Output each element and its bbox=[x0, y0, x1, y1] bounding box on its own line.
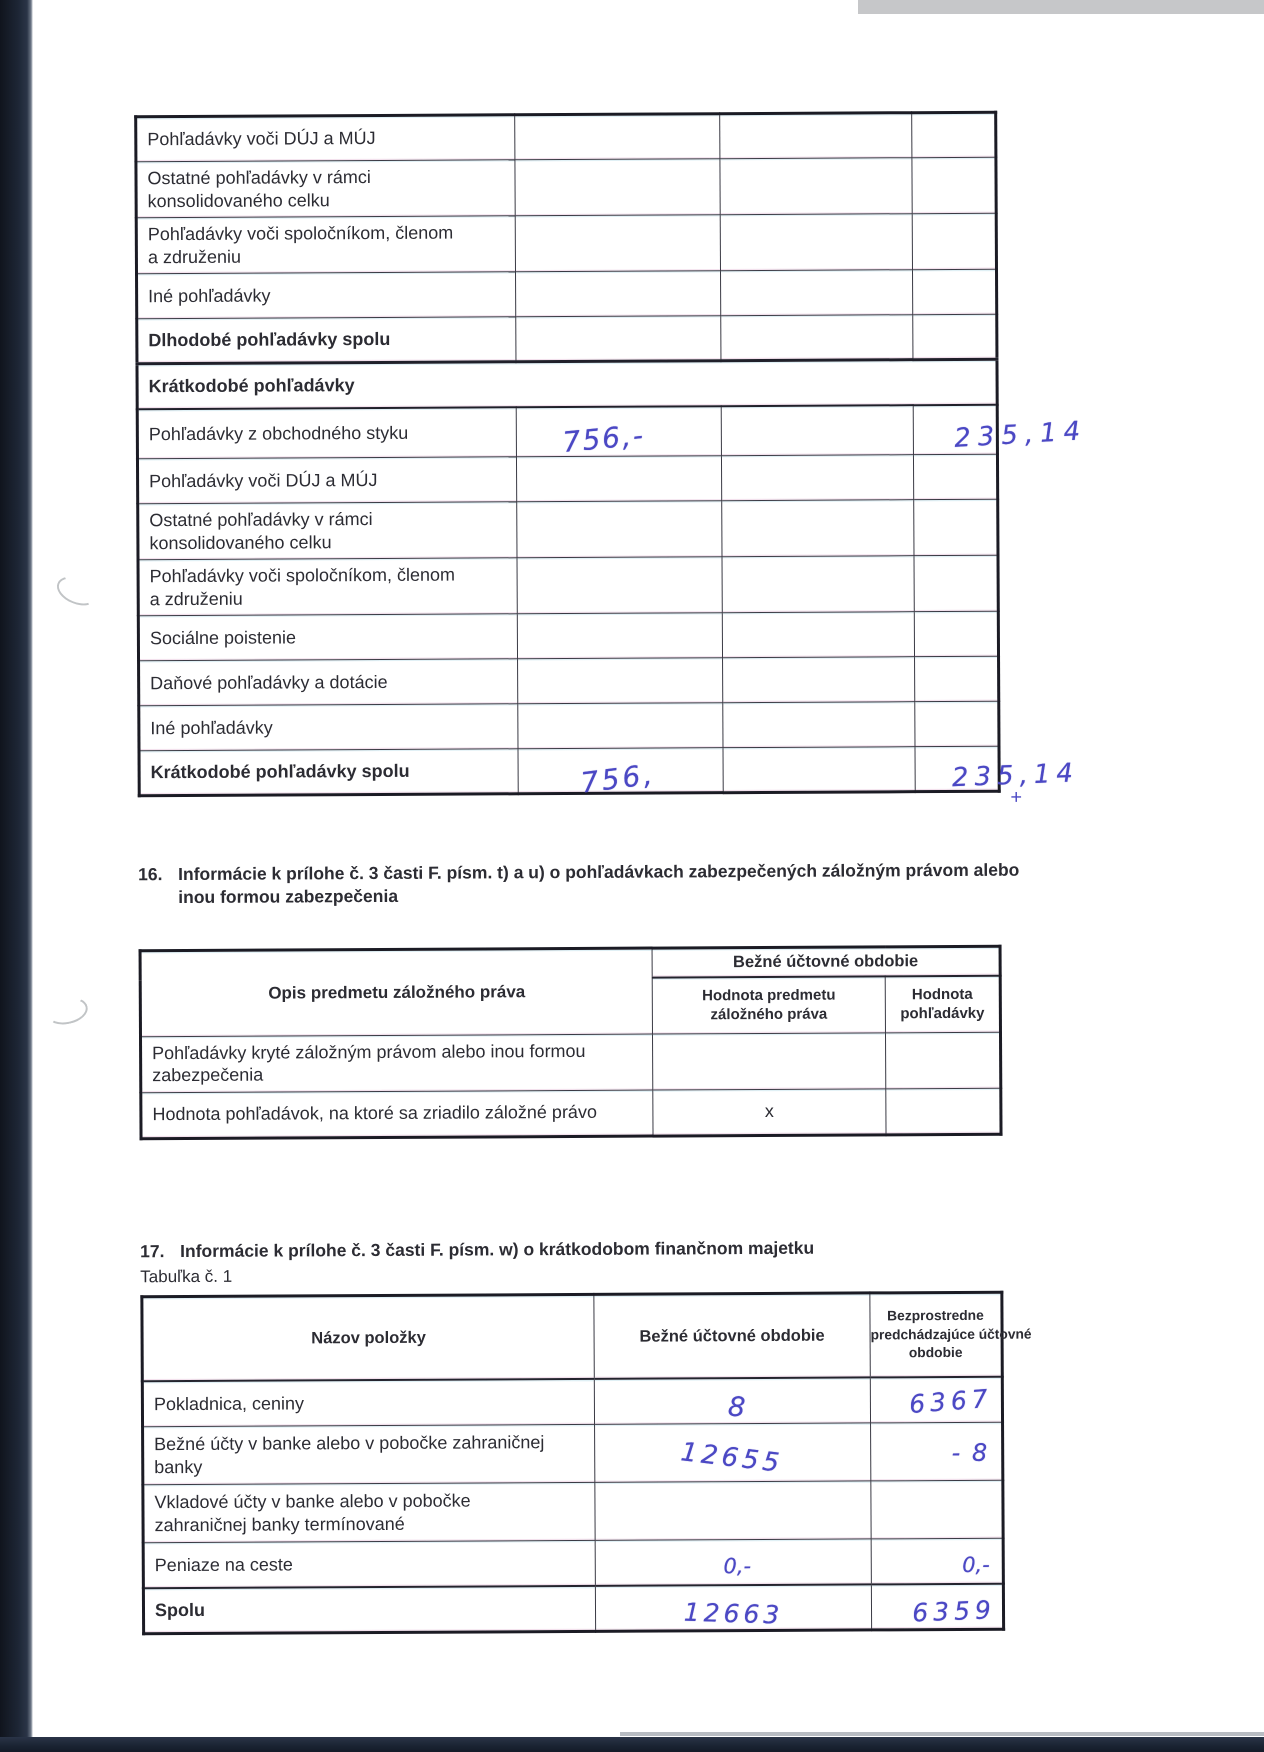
section-16-heading bbox=[138, 858, 1148, 909]
row-label: Bežné účty v banke alebo v pobočke zahraničnej banky bbox=[143, 1425, 595, 1485]
scan-edge-bottom bbox=[0, 1737, 1264, 1752]
column-header-value-a: Hodnota predmetu záložného práva bbox=[652, 976, 885, 1033]
row-label: Ostatné pohľadávky v rámci konsolidovaného celku bbox=[136, 160, 515, 218]
handwritten-value: 756,- bbox=[560, 418, 647, 460]
value-cell bbox=[912, 213, 996, 269]
scan-edge-bottom-shadow bbox=[620, 1732, 1264, 1736]
value-cell bbox=[915, 701, 999, 746]
table-row bbox=[143, 1422, 1003, 1485]
value-cell bbox=[723, 747, 915, 793]
table-row bbox=[138, 499, 998, 560]
section-17-heading bbox=[140, 1234, 1150, 1262]
table-row bbox=[139, 746, 999, 796]
table-row bbox=[139, 701, 999, 751]
value-cell bbox=[914, 611, 998, 656]
value-cell bbox=[721, 405, 913, 456]
row-label: Sociálne poistenie bbox=[138, 614, 517, 661]
short-term-financial-assets-table bbox=[140, 1291, 1032, 1636]
value-cell bbox=[517, 557, 722, 614]
handwritten-value: 6367 bbox=[908, 1383, 995, 1419]
value-cell bbox=[723, 657, 915, 703]
value-cell bbox=[720, 158, 912, 215]
value-cell bbox=[723, 702, 915, 748]
table-row bbox=[139, 656, 999, 706]
value-cell bbox=[913, 454, 997, 499]
handwritten-value: 0,- bbox=[962, 1552, 990, 1577]
handwritten-value: 235,14 bbox=[953, 415, 1088, 454]
value-cell-current bbox=[516, 406, 721, 460]
value-cell-current bbox=[595, 1423, 871, 1482]
value-cell bbox=[912, 269, 996, 314]
handwritten-value: 12655 bbox=[679, 1436, 785, 1479]
table-row bbox=[143, 1583, 1003, 1634]
value-cell bbox=[721, 455, 913, 501]
value-cell bbox=[720, 214, 912, 271]
table-row bbox=[141, 1088, 1001, 1139]
section-header-row bbox=[137, 359, 997, 409]
handwritten-value: 12663 bbox=[683, 1597, 784, 1630]
value-cell bbox=[518, 658, 723, 704]
value-cell bbox=[515, 215, 720, 272]
section-number: 16. bbox=[138, 864, 163, 885]
value-cell bbox=[515, 159, 720, 216]
row-label: Pohľadávky voči spoločníkom, členom a združeniu bbox=[138, 558, 517, 616]
value-cell bbox=[515, 114, 720, 160]
value-cell bbox=[722, 500, 914, 557]
table-row bbox=[137, 269, 997, 319]
row-label: Pohľadávky voči DÚJ a MÚJ bbox=[137, 457, 516, 504]
row-label: Pohľadávky voči spoločníkom, členom a združeniu bbox=[136, 216, 515, 274]
column-header-current-period: Bežné účtovné obdobie bbox=[594, 1293, 870, 1378]
value-cell-previous bbox=[870, 1376, 1002, 1423]
value-cell bbox=[652, 1032, 885, 1089]
section-number: 17. bbox=[140, 1240, 165, 1261]
value-cell-current bbox=[595, 1481, 871, 1540]
section-title: Informácie k prílohe č. 3 časti F. písm. w) o krátkodobom finančnom majetku bbox=[180, 1237, 815, 1261]
table-row bbox=[136, 213, 996, 274]
handwritten-value: - 8 bbox=[951, 1439, 990, 1468]
value-cell bbox=[912, 112, 996, 157]
table-row bbox=[140, 1032, 1000, 1093]
value-cell-previous bbox=[913, 404, 1088, 454]
value-cell bbox=[721, 315, 913, 361]
row-label: Iné pohľadávky bbox=[137, 272, 516, 319]
row-label: Ostatné pohľadávky v rámci konsolidovaného celku bbox=[138, 502, 517, 560]
scan-edge-left bbox=[0, 0, 33, 1752]
table-row bbox=[137, 454, 997, 504]
header-row bbox=[142, 1292, 1002, 1381]
value-cell bbox=[913, 314, 997, 359]
value-cell bbox=[517, 501, 722, 558]
value-cell-current bbox=[518, 748, 723, 800]
value-cell bbox=[885, 1032, 1000, 1089]
value-cell bbox=[915, 656, 999, 701]
column-header-value-b: Hodnota pohľadávky bbox=[885, 976, 1000, 1033]
value-cell bbox=[518, 703, 723, 749]
value-cell-previous bbox=[871, 1422, 1003, 1481]
receivables-table bbox=[134, 111, 1088, 809]
row-label: Pohľadávky kryté záložným právom alebo inou formou zabezpečenia bbox=[140, 1034, 652, 1093]
value-cell-current bbox=[595, 1584, 871, 1631]
value-cell-current bbox=[594, 1377, 870, 1424]
table-row bbox=[142, 1376, 1002, 1427]
handwritten-value: 8 bbox=[726, 1391, 747, 1424]
row-label: Iné pohľadávky bbox=[139, 704, 518, 751]
value-cell bbox=[516, 271, 721, 317]
table-caption: Tabuľka č. 1 bbox=[140, 1267, 233, 1287]
table-row bbox=[138, 555, 998, 616]
table-row bbox=[138, 611, 998, 661]
value-cell: x bbox=[653, 1088, 886, 1135]
row-label: Daňové pohľadávky a dotácie bbox=[139, 659, 518, 706]
column-header-item-name: Názov položky bbox=[142, 1295, 594, 1381]
table-row bbox=[143, 1480, 1003, 1543]
table-row bbox=[136, 157, 996, 218]
handwritten-value: 756, bbox=[578, 757, 657, 800]
handwritten-value: 0,- bbox=[723, 1553, 752, 1578]
value-cell bbox=[722, 556, 914, 613]
value-cell-current bbox=[595, 1539, 871, 1585]
header-row bbox=[140, 946, 1000, 981]
value-cell-previous bbox=[915, 746, 1080, 809]
pledged-receivables-table bbox=[139, 944, 1003, 1140]
value-cell bbox=[516, 316, 721, 362]
column-header-label: Opis predmetu záložného práva bbox=[140, 948, 652, 1037]
row-label: Pokladnica, ceniny bbox=[142, 1379, 594, 1427]
handwritten-value: 235,14 bbox=[951, 757, 1080, 793]
table-row bbox=[136, 112, 996, 162]
value-cell bbox=[914, 555, 998, 611]
value-cell bbox=[722, 612, 914, 658]
row-label: Dlhodobé pohľadávky spolu bbox=[137, 317, 516, 364]
row-label: Krátkodobé pohľadávky spolu bbox=[139, 749, 518, 796]
value-cell bbox=[720, 270, 912, 316]
value-cell-previous bbox=[871, 1583, 1003, 1630]
section-header-label: Krátkodobé pohľadávky bbox=[137, 359, 997, 409]
value-cell bbox=[517, 613, 722, 659]
value-cell bbox=[912, 157, 996, 213]
row-label: Peniaze na ceste bbox=[143, 1541, 595, 1588]
column-header-previous-period: Bezprostredne predchádzajúce účtovné obdobie bbox=[870, 1292, 1002, 1377]
row-label: Hodnota pohľadávok, na ktoré sa zriadilo záložné právo bbox=[141, 1090, 653, 1139]
table-row bbox=[137, 314, 997, 364]
value-cell bbox=[516, 456, 721, 502]
value-cell bbox=[886, 1088, 1001, 1135]
row-label: Pohľadávky z obchodného styku bbox=[137, 407, 516, 459]
scan-mark-crescent bbox=[44, 994, 90, 1028]
value-cell bbox=[720, 113, 912, 159]
row-label: Vkladové účty v banke alebo v pobočke zahraničnej banky termínované bbox=[143, 1483, 595, 1543]
value-cell bbox=[914, 499, 998, 555]
column-group-header: Bežné účtovné obdobie bbox=[652, 946, 1000, 978]
scan-mark-crescent bbox=[53, 571, 102, 611]
row-label: Spolu bbox=[143, 1586, 595, 1634]
document-content bbox=[134, 0, 1088, 1635]
value-cell-previous bbox=[871, 1480, 1003, 1539]
handwritten-plus-mark: + bbox=[1010, 786, 1022, 809]
value-cell-previous bbox=[871, 1538, 1003, 1584]
handwritten-value: 6359 bbox=[912, 1594, 997, 1628]
table-row bbox=[137, 404, 997, 459]
row-label: Pohľadávky voči DÚJ a MÚJ bbox=[136, 115, 515, 162]
section-title: Informácie k prílohe č. 3 časti F. písm. t) a u) o pohľadávkach zabezpečených záložným právom alebo inou formou zabezpečenia bbox=[178, 859, 1020, 907]
table-row bbox=[143, 1538, 1003, 1588]
